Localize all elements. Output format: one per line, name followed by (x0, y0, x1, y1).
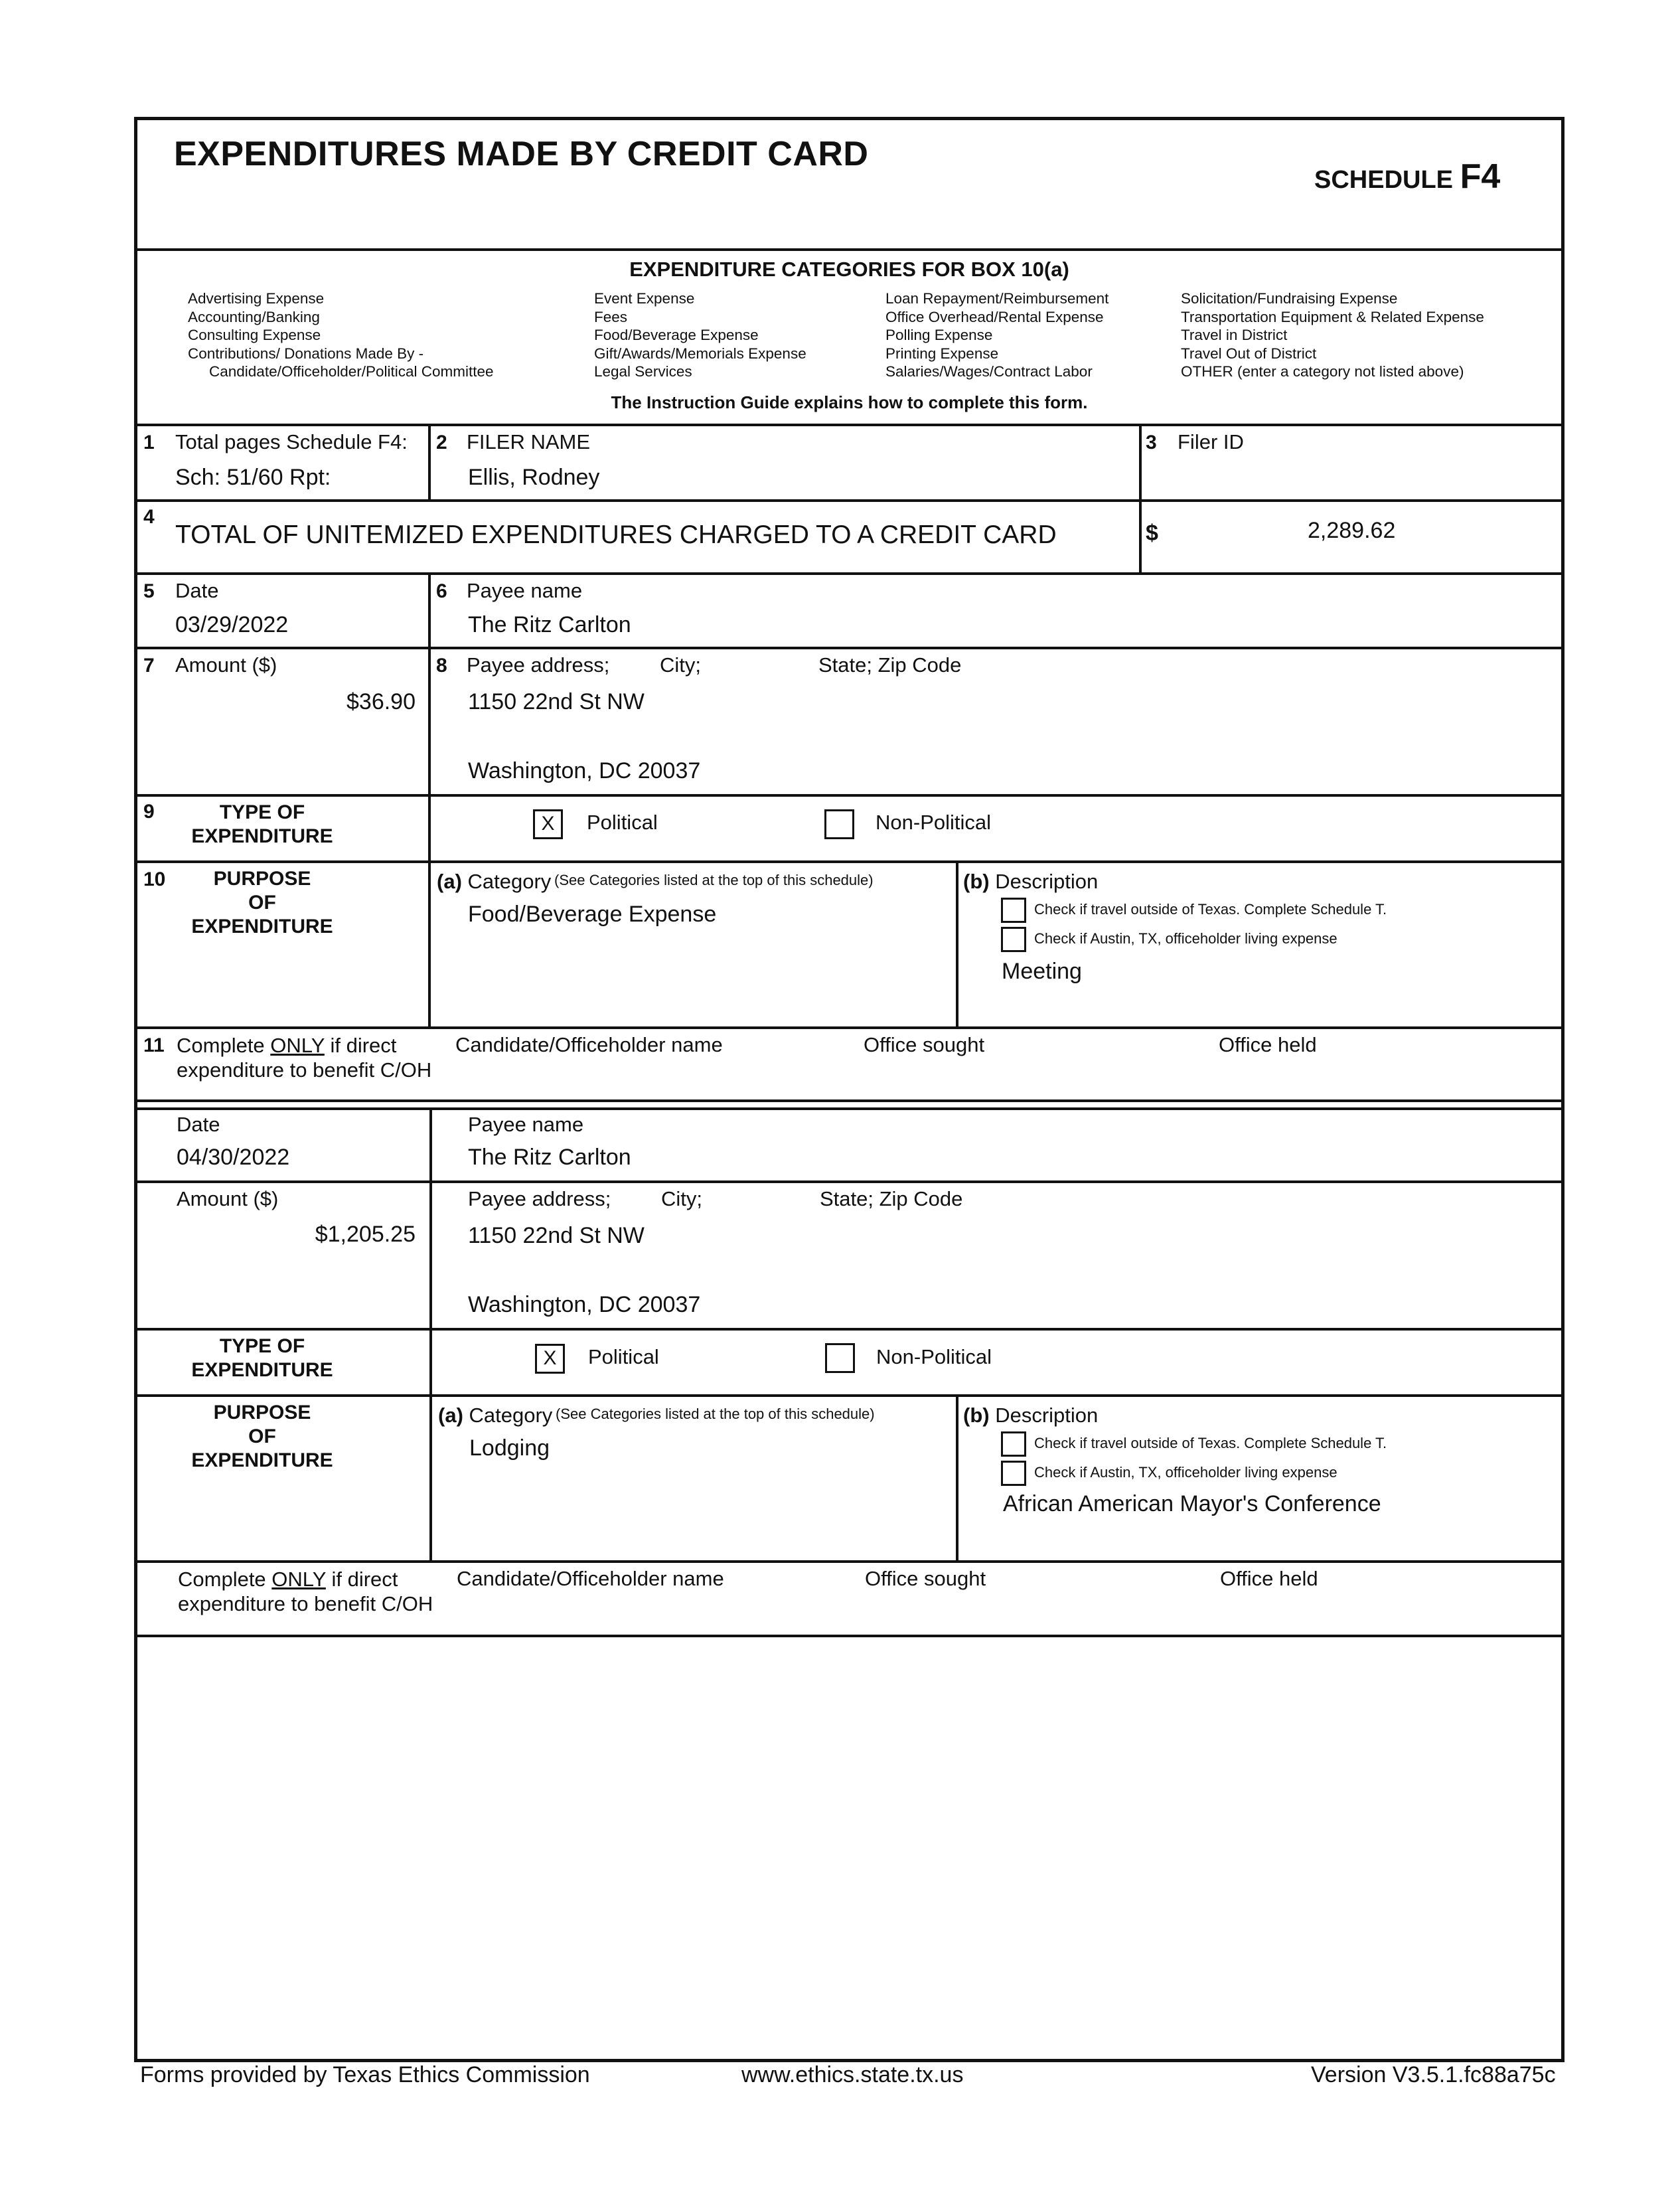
city-label: City; (660, 653, 701, 677)
category-label (438, 1404, 552, 1427)
see-categories-note: (See Categories listed at the top of this schedule) (556, 1406, 875, 1422)
payee-name-value[interactable]: The Ritz Carlton (468, 612, 631, 637)
category-word: Category (469, 1404, 553, 1427)
office-sought-label: Office sought (864, 1033, 985, 1056)
political-checkbox[interactable]: X (533, 809, 563, 839)
office-held-label: Office held (1220, 1567, 1318, 1590)
field-number: 1 (143, 432, 155, 453)
filer-id-label: Filer ID (1178, 430, 1244, 453)
payee-address-label: Payee address; (467, 653, 610, 677)
divider (134, 1026, 1565, 1029)
field-number: 2 (436, 432, 447, 453)
divider (134, 647, 1565, 649)
divider (134, 794, 1565, 797)
divider (429, 1109, 432, 1562)
payee-name-label: Payee name (467, 579, 583, 602)
category-item: Legal Services (594, 363, 692, 380)
currency-sign: $ (1146, 521, 1158, 546)
purpose-label (166, 1401, 358, 1473)
schedule-word: SCHEDULE (1314, 166, 1454, 194)
category-item: Loan Repayment/Reimbursement (885, 290, 1109, 307)
date-value[interactable]: 04/30/2022 (177, 1145, 290, 1170)
date-label: Date (177, 1113, 220, 1136)
category-value[interactable]: Food/Beverage Expense (468, 902, 717, 927)
footer-website-link[interactable]: www.ethics.state.tx.us (741, 2062, 964, 2087)
expenditure-text: EXPENDITURE (191, 825, 333, 847)
category-letter: (a) (438, 1404, 463, 1427)
description-value[interactable]: Meeting (1002, 959, 1082, 984)
non-political-label: Non-Political (876, 811, 992, 834)
complete-text: Complete (177, 1034, 271, 1057)
if-direct-text: if direct (325, 1568, 398, 1591)
category-item: Polling Expense (885, 327, 993, 343)
travel-outside-texas-label: Check if travel outside of Texas. Complete Schedule T. (1034, 901, 1387, 918)
amount-value[interactable]: $1,205.25 (315, 1222, 416, 1247)
field-number: 3 (1146, 432, 1157, 453)
divider (134, 1107, 1565, 1110)
divider (134, 1180, 1565, 1183)
benefit-line: expenditure to benefit C/OH (178, 1592, 433, 1615)
category-item: Candidate/Officeholder/Political Committee (209, 363, 494, 380)
total-pages-value[interactable]: Sch: 51/60 Rpt: (175, 465, 331, 490)
description-word: Description (995, 1404, 1099, 1427)
schedule-code: F4 (1460, 157, 1501, 196)
unitemized-total-value[interactable]: 2,289.62 (1308, 518, 1396, 543)
divider (134, 424, 1565, 426)
field-number: 11 (143, 1034, 165, 1056)
direct-expenditure-note (177, 1033, 431, 1082)
divider (134, 1099, 1565, 1102)
filer-name-value[interactable]: Ellis, Rodney (468, 465, 600, 490)
complete-text: Complete (178, 1568, 272, 1591)
amount-label: Amount ($) (177, 1187, 279, 1210)
category-item: Travel Out of District (1181, 345, 1317, 362)
office-held-label: Office held (1219, 1033, 1317, 1056)
field-number: 10 (143, 868, 166, 890)
category-item: Transportation Equipment & Related Expense (1181, 308, 1484, 325)
state-zip-label: State; Zip Code (818, 653, 962, 677)
divider (134, 1328, 1565, 1331)
footer-version: Version V3.5.1.fc88a75c (1311, 2062, 1556, 2087)
category-item: Advertising Expense (188, 290, 325, 307)
political-label: Political (587, 811, 658, 834)
divider (956, 862, 958, 1026)
category-value[interactable]: Lodging (469, 1435, 550, 1461)
description-word: Description (995, 870, 1099, 893)
travel-outside-texas-checkbox[interactable] (1001, 1431, 1026, 1457)
direct-expenditure-note (178, 1567, 433, 1616)
austin-living-expense-label: Check if Austin, TX, officeholder living expense (1034, 1464, 1337, 1481)
expenditure-text: EXPENDITURE (191, 1449, 333, 1471)
address-line-2[interactable]: Washington, DC 20037 (468, 758, 701, 783)
instruction-note: The Instruction Guide explains how to complete this form. (611, 392, 1088, 412)
purpose-text: PURPOSE (213, 868, 311, 890)
address-line-1[interactable]: 1150 22nd St NW (468, 1223, 645, 1248)
divider (134, 499, 1565, 502)
divider (428, 574, 431, 1026)
divider (134, 1635, 1565, 1637)
if-direct-text: if direct (324, 1034, 397, 1057)
type-of-expenditure-label (166, 801, 358, 849)
total-pages-label: Total pages Schedule F4: (175, 430, 408, 453)
address-line-1[interactable]: 1150 22nd St NW (468, 689, 645, 714)
footer-provider: Forms provided by Texas Ethics Commission (140, 2062, 590, 2087)
purpose-label (166, 867, 358, 939)
state-zip-label: State; Zip Code (820, 1187, 963, 1210)
date-value[interactable]: 03/29/2022 (175, 612, 289, 637)
type-of-expenditure-label (166, 1335, 358, 1382)
see-categories-note: (See Categories listed at the top of this schedule) (554, 872, 874, 888)
category-label (437, 870, 551, 894)
political-label: Political (588, 1345, 659, 1368)
filer-name-label: FILER NAME (467, 430, 591, 453)
type-of-text: TYPE OF (219, 1335, 305, 1357)
only-text: ONLY (271, 1568, 326, 1591)
amount-label: Amount ($) (175, 653, 277, 677)
non-political-label: Non-Political (876, 1345, 992, 1368)
field-number: 7 (143, 655, 155, 677)
categories-col-1 (188, 289, 494, 381)
description-letter: (b) (963, 870, 990, 893)
field-number: 9 (143, 801, 155, 823)
austin-living-expense-checkbox[interactable] (1001, 1461, 1026, 1486)
expenditure-text: EXPENDITURE (191, 1359, 333, 1381)
form-title: EXPENDITURES MADE BY CREDIT CARD (174, 135, 869, 173)
category-item: Printing Expense (885, 345, 999, 362)
category-item: Fees (594, 308, 628, 325)
category-item: Gift/Awards/Memorials Expense (594, 345, 806, 362)
category-word: Category (467, 870, 552, 893)
austin-living-expense-checkbox[interactable] (1001, 927, 1026, 952)
category-letter: (a) (437, 870, 462, 893)
date-label: Date (175, 579, 219, 602)
divider (134, 860, 1565, 863)
divider (134, 1394, 1565, 1397)
divider (134, 1560, 1565, 1563)
political-checkbox[interactable]: X (535, 1344, 565, 1374)
categories-col-4 (1181, 289, 1484, 381)
category-item: Travel in District (1181, 327, 1288, 343)
expenditure-text: EXPENDITURE (191, 916, 333, 937)
payee-name-label: Payee name (468, 1113, 584, 1136)
field-number: 4 (143, 506, 155, 528)
office-sought-label: Office sought (865, 1567, 986, 1590)
candidate-name-label: Candidate/Officeholder name (455, 1033, 723, 1056)
travel-outside-texas-label: Check if travel outside of Texas. Complete Schedule T. (1034, 1435, 1387, 1451)
schedule-label (1314, 157, 1500, 197)
divider (134, 572, 1565, 575)
divider (428, 425, 431, 499)
divider (956, 1396, 958, 1562)
payee-name-value[interactable]: The Ritz Carlton (468, 1145, 631, 1170)
field-number: 5 (143, 580, 155, 602)
category-item: Office Overhead/Rental Expense (885, 308, 1104, 325)
unitemized-total-label: TOTAL OF UNITEMIZED EXPENDITURES CHARGED TO A CREDIT CARD (175, 521, 1057, 549)
non-political-checkbox[interactable] (824, 809, 854, 839)
divider (134, 248, 1565, 251)
city-label: City; (661, 1187, 702, 1210)
amount-value[interactable]: $36.90 (346, 689, 416, 714)
candidate-name-label: Candidate/Officeholder name (457, 1567, 724, 1590)
address-line-2[interactable]: Washington, DC 20037 (468, 1292, 701, 1317)
complete-only-line (178, 1567, 433, 1591)
complete-only-line (177, 1033, 431, 1058)
of-text: OF (248, 892, 276, 914)
purpose-text: PURPOSE (213, 1402, 311, 1423)
category-item: OTHER (enter a category not listed above) (1181, 363, 1464, 380)
benefit-line: expenditure to benefit C/OH (177, 1058, 432, 1082)
non-political-checkbox[interactable] (825, 1343, 855, 1373)
type-of-text: TYPE OF (219, 801, 305, 823)
categories-heading: EXPENDITURE CATEGORIES FOR BOX 10(a) (629, 258, 1069, 281)
travel-outside-texas-checkbox[interactable] (1001, 898, 1026, 923)
description-value[interactable]: African American Mayor's Conference (1003, 1491, 1381, 1516)
categories-col-3 (885, 289, 1108, 381)
category-item: Consulting Expense (188, 327, 321, 343)
only-text: ONLY (270, 1034, 325, 1057)
field-number: 6 (436, 580, 447, 602)
field-number: 8 (436, 655, 447, 677)
category-item: Contributions/ Donations Made By - (188, 345, 424, 362)
category-item: Event Expense (594, 290, 695, 307)
category-item: Solicitation/Fundraising Expense (1181, 290, 1398, 307)
category-item: Food/Beverage Expense (594, 327, 759, 343)
description-letter: (b) (963, 1404, 990, 1427)
description-label (963, 870, 1098, 894)
categories-col-2 (594, 289, 806, 381)
category-item: Salaries/Wages/Contract Labor (885, 363, 1093, 380)
payee-address-label: Payee address; (468, 1187, 611, 1210)
description-label (963, 1404, 1098, 1427)
austin-living-expense-label: Check if Austin, TX, officeholder living expense (1034, 930, 1337, 947)
category-item: Accounting/Banking (188, 308, 320, 325)
of-text: OF (248, 1425, 276, 1447)
